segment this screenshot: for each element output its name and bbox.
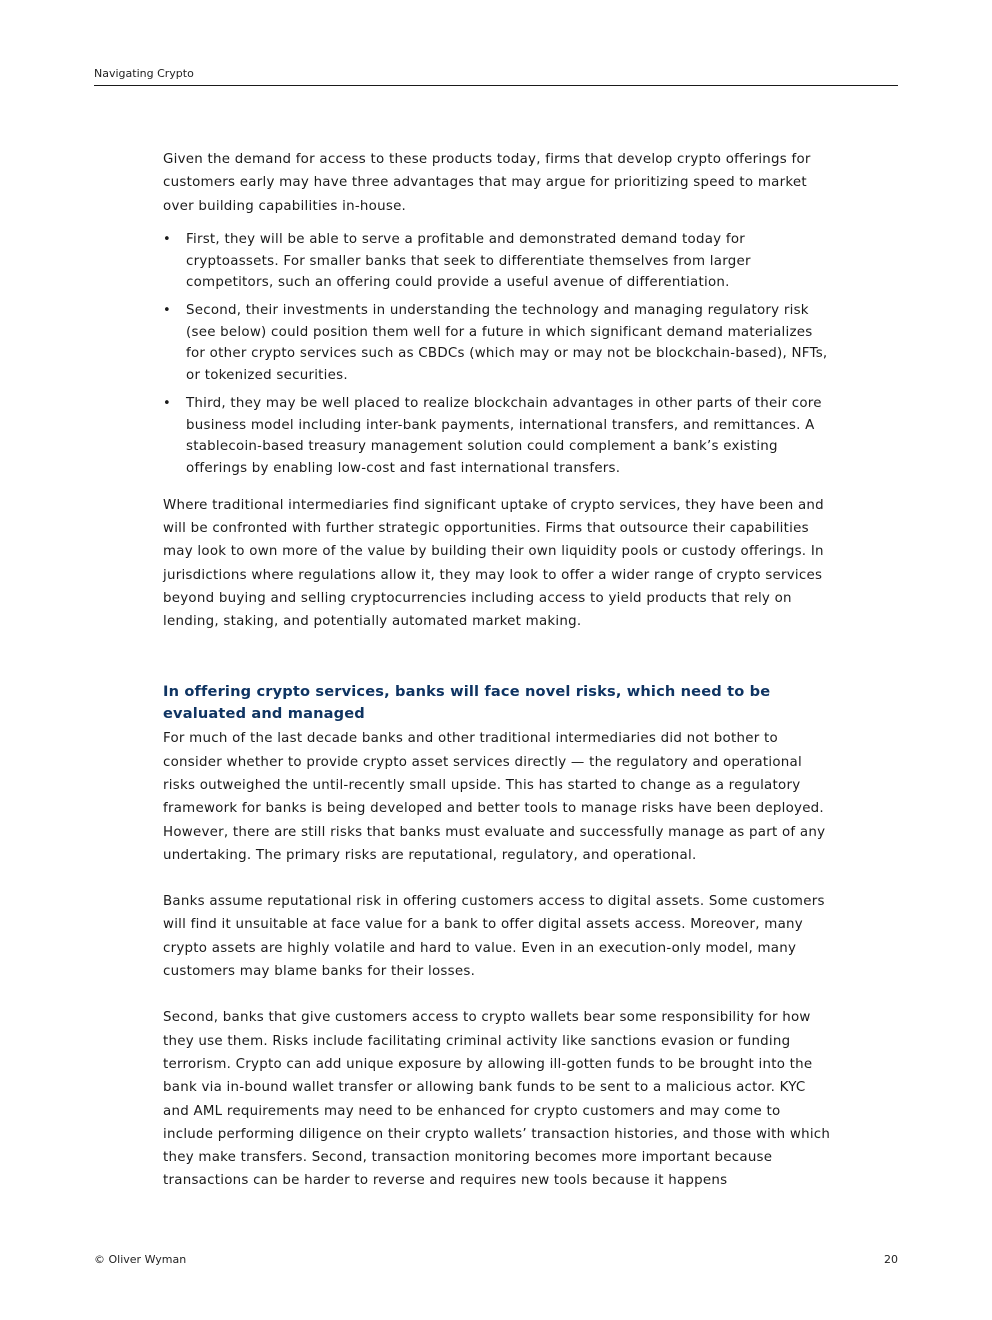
- list-item: [163, 229, 835, 294]
- list-item-text: First, they will be able to serve a profitable and demonstrated demand today for cryptoassets. For smaller banks that seek to differentiate themselves from larger competitors, such an offering could provide a useful avenue of differentiation.: [186, 231, 751, 291]
- list-item: [163, 300, 835, 387]
- section-heading: In offering crypto services, banks will face novel risks, which need to be evaluated and managed: [163, 683, 771, 723]
- page-body: [163, 148, 835, 1193]
- bullet-icon: •: [163, 303, 171, 318]
- document-title: Navigating Crypto: [94, 67, 194, 80]
- strategic-opportunities-paragraph: Where traditional intermediaries find significant uptake of crypto services, they have been and will be confronted with further strategic opportunities. Firms that outsource their capabilities may look to own more of the value by building their own liquidity pools or custody offerings. In jurisdictions where regulations allow it, they may look to offer a wider range of crypto services beyond buying and selling cryptocurrencies including access to yield products that rely on lending, staking, and potentially automated market making.: [163, 497, 824, 630]
- bullet-icon: •: [163, 231, 171, 247]
- regulatory-risk-paragraph: Second, banks that give customers access to crypto wallets bear some responsibility for how they use them. Risks include facilitating criminal activity like sanctions evasion or funding terrorism. Crypto can add unique exposure by allowing ill-gotten funds to be brought into the bank via in-bound wallet transfer or allowing bank funds to be sent to a malicious actor. KYC and AML requirements may need to be enhanced for crypto customers and may come to include performing diligence on their crypto wallets’ transaction histories, and those with which they make transfers. Second, transaction monitoring becomes more important because transactions can be harder to reverse and requires new tools because it happens: [163, 1010, 831, 1189]
- reputational-risk-paragraph: Banks assume reputational risk in offering customers access to digital assets. Some customers will find it unsuitable at face value for a bank to offer digital assets access. Moreover, many crypto assets are highly volatile and hard to value. Even in an execution-only model, many customers may blame banks for their losses.: [163, 894, 825, 980]
- running-header: [94, 66, 898, 86]
- list-item-text: Third, they may be well placed to realize blockchain advantages in other parts of their core business model including inter-bank payments, international transfers, and remittances. A stablecoin-based treasury management solution could complement a bank’s existing offerings by enabling low-cost and fast international transfers.: [186, 395, 822, 476]
- intro-paragraph: Given the demand for access to these products today, firms that develop crypto offerings for customers early may have three advantages that may argue for prioritizing speed to market over building capabilities in-house.: [163, 152, 811, 214]
- list-item: [163, 393, 835, 480]
- advantages-list: [163, 229, 835, 480]
- list-item-text: Second, their investments in understanding the technology and managing regulatory risk (see below) could position them well for a future in which significant demand materializes for other crypto services such as CBDCs (which may or may not be blockchain-based), NFTs, or tokenized securities.: [186, 303, 828, 384]
- bullet-icon: •: [163, 395, 171, 411]
- risks-intro-paragraph: For much of the last decade banks and other traditional intermediaries did not bother to consider whether to provide crypto asset services directly — the regulatory and operational risks outweighed the until-recently small upside. This has started to change as a regulatory framework for banks is being developed and better tools to manage risks have been deployed. However, there are still risks that banks must evaluate and successfully manage as part of any undertaking. The primary risks are reputational, regulatory, and operational.: [163, 731, 826, 863]
- footer-copyright: © Oliver Wyman: [94, 1253, 187, 1266]
- page-number: 20: [884, 1253, 898, 1266]
